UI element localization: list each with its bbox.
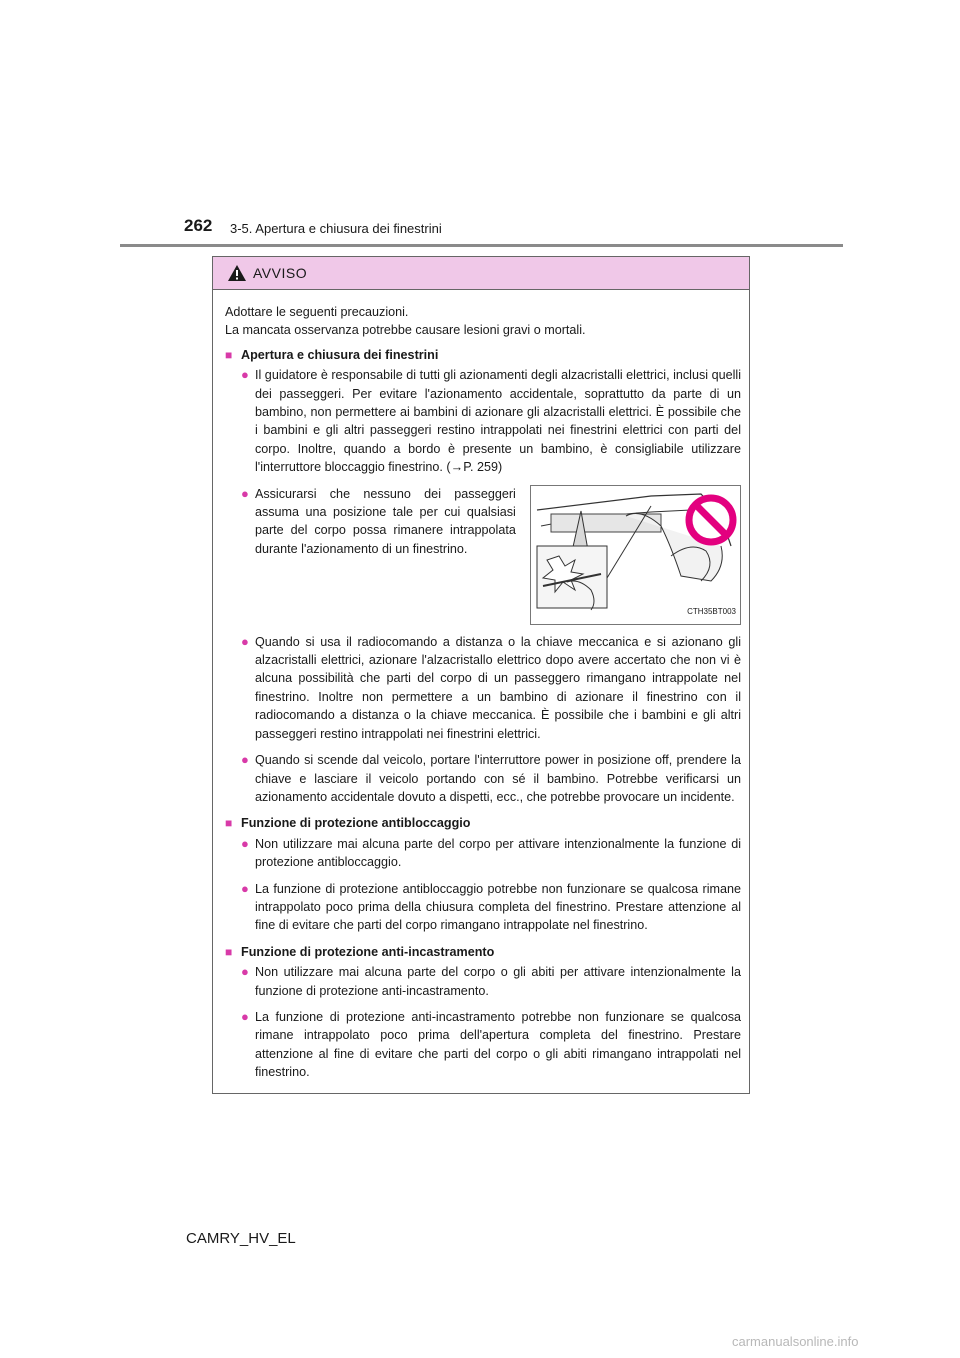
warning-header	[213, 257, 749, 290]
intro-text: La mancata osservanza potrebbe causare lesioni gravi o mortali.	[225, 323, 586, 338]
warning-title: AVVISO	[253, 265, 308, 281]
warning-box	[212, 256, 750, 1094]
warning-body	[213, 290, 749, 1082]
figure-code: CTH35BT003	[687, 607, 736, 617]
circle-bullet-icon: ●	[241, 367, 249, 383]
window-trap-illustration	[531, 486, 739, 622]
document-code: CAMRY_HV_EL	[186, 1230, 296, 1247]
illustration-figure	[530, 485, 741, 625]
circle-bullet-icon: ●	[241, 633, 249, 649]
section-heading: ■ Apertura e chiusura dei finestrini	[225, 346, 741, 364]
list-item: ● La funzione di protezione antibloccaggio potrebbe non funzionare se qualcosa rimane intrappolato poco prima della chiusura completa del finestrino. Prestare attenzione al fine di evitare che parti del corpo rimangano intrappolate nel finestrino.	[241, 880, 741, 933]
circle-bullet-icon: ●	[241, 835, 249, 851]
circle-bullet-icon: ●	[241, 964, 249, 980]
intro-text: Adottare le seguenti precauzioni.	[225, 305, 409, 319]
square-bullet-icon: ■	[225, 347, 233, 362]
list-item-with-figure: ● Assicurarsi che nessuno dei passeggeri assuma una posizione tale per cui qualsiasi parte del corpo possa rimanere intrappolata durante l'azionamento di un finestrino. CTH35BT003	[241, 485, 741, 625]
circle-bullet-icon: ●	[241, 752, 249, 768]
list-item: ● Non utilizzare mai alcuna parte del corpo per attivare intenzionalmente la funzione di protezione antibloccaggio.	[241, 835, 741, 870]
warning-triangle-icon	[227, 264, 247, 282]
square-bullet-icon: ■	[225, 816, 233, 831]
watermark: carmanualsonline.info	[732, 1334, 859, 1349]
section-title: 3-5. Apertura e chiusura dei finestrini	[230, 221, 442, 236]
header-rule	[120, 244, 843, 247]
list-item: ● Quando si scende dal veicolo, portare l'interruttore power in posizione off, prendere la chiave e lasciare il veicolo portando con sé il bambino. Potrebbe verificarsi un azionamento accidentale dovuto a dispetti, ecc., che potrebbe provocare un incidente.	[241, 752, 741, 804]
list-item: ● Non utilizzare mai alcuna parte del corpo o gli abiti per attivare intenzionalmente la funzione di protezione anti-incastramento.	[241, 964, 741, 998]
list-item: ● Il guidatore è responsabile di tutti gli azionamenti degli alzacristalli elettrici, inclusi quelli dei passeggeri. Per evitare l'azionamento accidentale, soprattutto da parte di un bambino, non permettere ai bambini di azionare gli alzacristalli elettrici. È possibile che i bambini e gli altri passeggeri restino intrappolati nei finestrini elettrici con parti del corpo. Inoltre, quando a bordo è presente un bambino, è consigliabile utilizzare l'interruttore bloccaggio finestrino. (→P. 259)	[241, 367, 741, 475]
square-bullet-icon: ■	[225, 944, 233, 959]
section-heading: ■ Funzione di protezione antibloccaggio	[225, 814, 741, 832]
section-heading: ■ Funzione di protezione anti-incastramento	[225, 943, 741, 961]
list-item: ● Quando si usa il radiocomando a distanza o la chiave meccanica e si azionano gli alzacristalli elettrici, azionare l'alzacristallo elettrico dopo avere accertato che non vi è alcuna possibilità che parti del corpo di un passeggero rimangano intrappolate nel finestrino. Inoltre non permettere a un bambino di azionare il finestrino con il radiocomando a distanza o la chiave meccanica. È possibile che i bambini e gli altri passeggeri restino intrappolati nei finestrini elettrici.	[241, 633, 741, 741]
list-item: ● La funzione di protezione anti-incastramento potrebbe non funzionare se qualcosa rimane intrappolato poco prima dell'apertura completa del finestrino. Prestare attenzione al fine di evitare che parti del corpo o gli abiti rimangano intrappolati nel finestrino.	[241, 1008, 741, 1080]
page-number: 262	[184, 216, 213, 235]
circle-bullet-icon: ●	[241, 1008, 249, 1024]
circle-bullet-icon: ●	[241, 485, 249, 501]
circle-bullet-icon: ●	[241, 880, 249, 896]
